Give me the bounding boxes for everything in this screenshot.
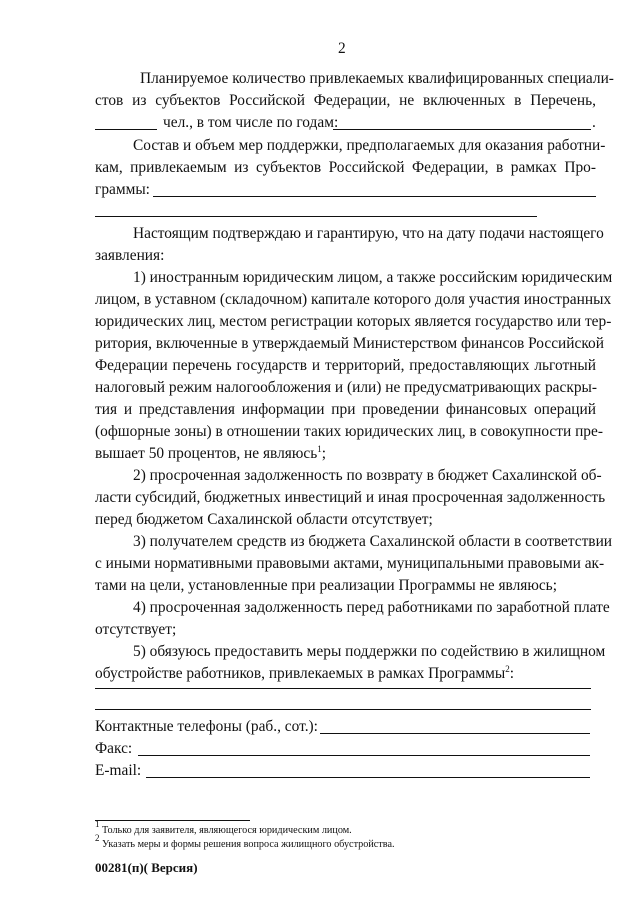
housing-measures-blank-2	[95, 709, 591, 710]
housing-measures-blank-1	[95, 688, 591, 689]
document-code: 00281(п)( Версия)	[95, 860, 198, 875]
footnote-2-number: 2	[95, 833, 100, 843]
p1-years-blank	[333, 129, 591, 130]
i2-line-3: перед бюджетом Сахалинской области отсутствует;	[95, 511, 433, 528]
p3-line-2: заявления:	[95, 247, 165, 264]
fax-label: Факс:	[95, 740, 133, 757]
p2-measures-blank-2	[95, 216, 537, 217]
footnote-1-number: 1	[95, 819, 100, 829]
i5-line-2-end: :	[509, 665, 515, 682]
i1-line-1: 1) иностранным юридическим лицом, а также российским юридическим	[133, 269, 613, 286]
i1-line-6: налоговый режим налогообложения и (или) не предусматривающих раскры-	[95, 379, 597, 396]
i4-line-2: отсутствует;	[95, 621, 177, 638]
p1-line-3: чел., в том числе по годам:	[163, 114, 339, 131]
p1-count-blank	[95, 129, 157, 130]
email-field	[146, 777, 590, 778]
page-number: 2	[338, 40, 346, 57]
i1-line-9-text: вышает 50 процентов, не являюсь	[95, 445, 318, 462]
p1-line-3-end: .	[592, 114, 596, 131]
phones-label: Контактные телефоны (раб., сот.):	[95, 718, 318, 735]
email-label: E-mail:	[95, 762, 142, 779]
p2-line-3: граммы:	[95, 181, 150, 198]
footnote-separator	[95, 820, 250, 821]
i1-line-9-end: ;	[321, 445, 326, 462]
p1-line-1: Планируемое количество привлекаемых квалифицированных специали-	[140, 70, 614, 87]
fax-field	[138, 755, 590, 756]
i2-line-1: 2) просроченная задолженность по возврату в бюджет Сахалинской об-	[133, 467, 602, 484]
footnote-2-text: Указать меры и формы решения вопроса жилищного обустройства.	[102, 839, 395, 850]
i5-line-2	[95, 663, 514, 685]
i5-line-1: 5) обязуюсь предоставить меры поддержки по содействию в жилищном	[133, 643, 606, 660]
i3-line-2: с иными нормативными правовыми актами, муниципальными правовыми ак-	[95, 555, 605, 572]
footnote-ref-2: 2	[505, 664, 510, 674]
i4-line-1: 4) просроченная задолженность перед работниками по заработной плате	[133, 599, 610, 616]
i2-line-2: ласти субсидий, бюджетных инвестиций и иная просроченная задолженность	[95, 489, 606, 506]
i1-line-3: юридических лиц, местом регистрации которых является государство или тер-	[95, 313, 612, 330]
p2-line-2: кам, привлекаемым из субъектов Российской Федерации, в рамках Про-	[95, 159, 596, 176]
i3-line-3: тами на цели, установленные при реализации Программы не являюсь;	[95, 577, 557, 594]
p2-line-1: Состав и объем мер поддержки, предполагаемых для оказания работни-	[133, 137, 606, 154]
i1-line-8: (офшорные зоны) в отношении таких юридических лиц, в совокупности пре-	[95, 423, 603, 440]
i1-line-9	[95, 443, 326, 465]
i1-line-5: Федерации перечень государств и территорий, предоставляющих льготный	[95, 357, 596, 374]
i1-line-2: лицом, в уставном (складочном) капитале которого доля участия иностранных	[95, 291, 612, 308]
footnote-2	[95, 833, 395, 852]
footnote-1	[95, 819, 352, 838]
p1-line-2: стов из субъектов Российской Федерации, не включенных в Перечень,	[95, 92, 596, 109]
i1-line-7: тия и представления информации при проведении финансовых операций	[95, 401, 596, 418]
i3-line-1: 3) получателем средств из бюджета Сахалинской области в соответствии	[133, 533, 613, 550]
i5-line-2-text: обустройстве работников, привлекаемых в рамках Программы	[95, 665, 506, 682]
p2-measures-blank-1	[153, 196, 596, 197]
i1-line-4: ритория, включенные в утверждаемый Министерством финансов Российской	[95, 335, 604, 352]
footnote-1-text: Только для заявителя, являющегося юридическим лицом.	[102, 825, 352, 836]
footnote-ref-1: 1	[317, 444, 322, 454]
p3-line-1: Настоящим подтверждаю и гарантирую, что на дату подачи настоящего	[133, 225, 604, 242]
phones-field	[320, 733, 590, 734]
